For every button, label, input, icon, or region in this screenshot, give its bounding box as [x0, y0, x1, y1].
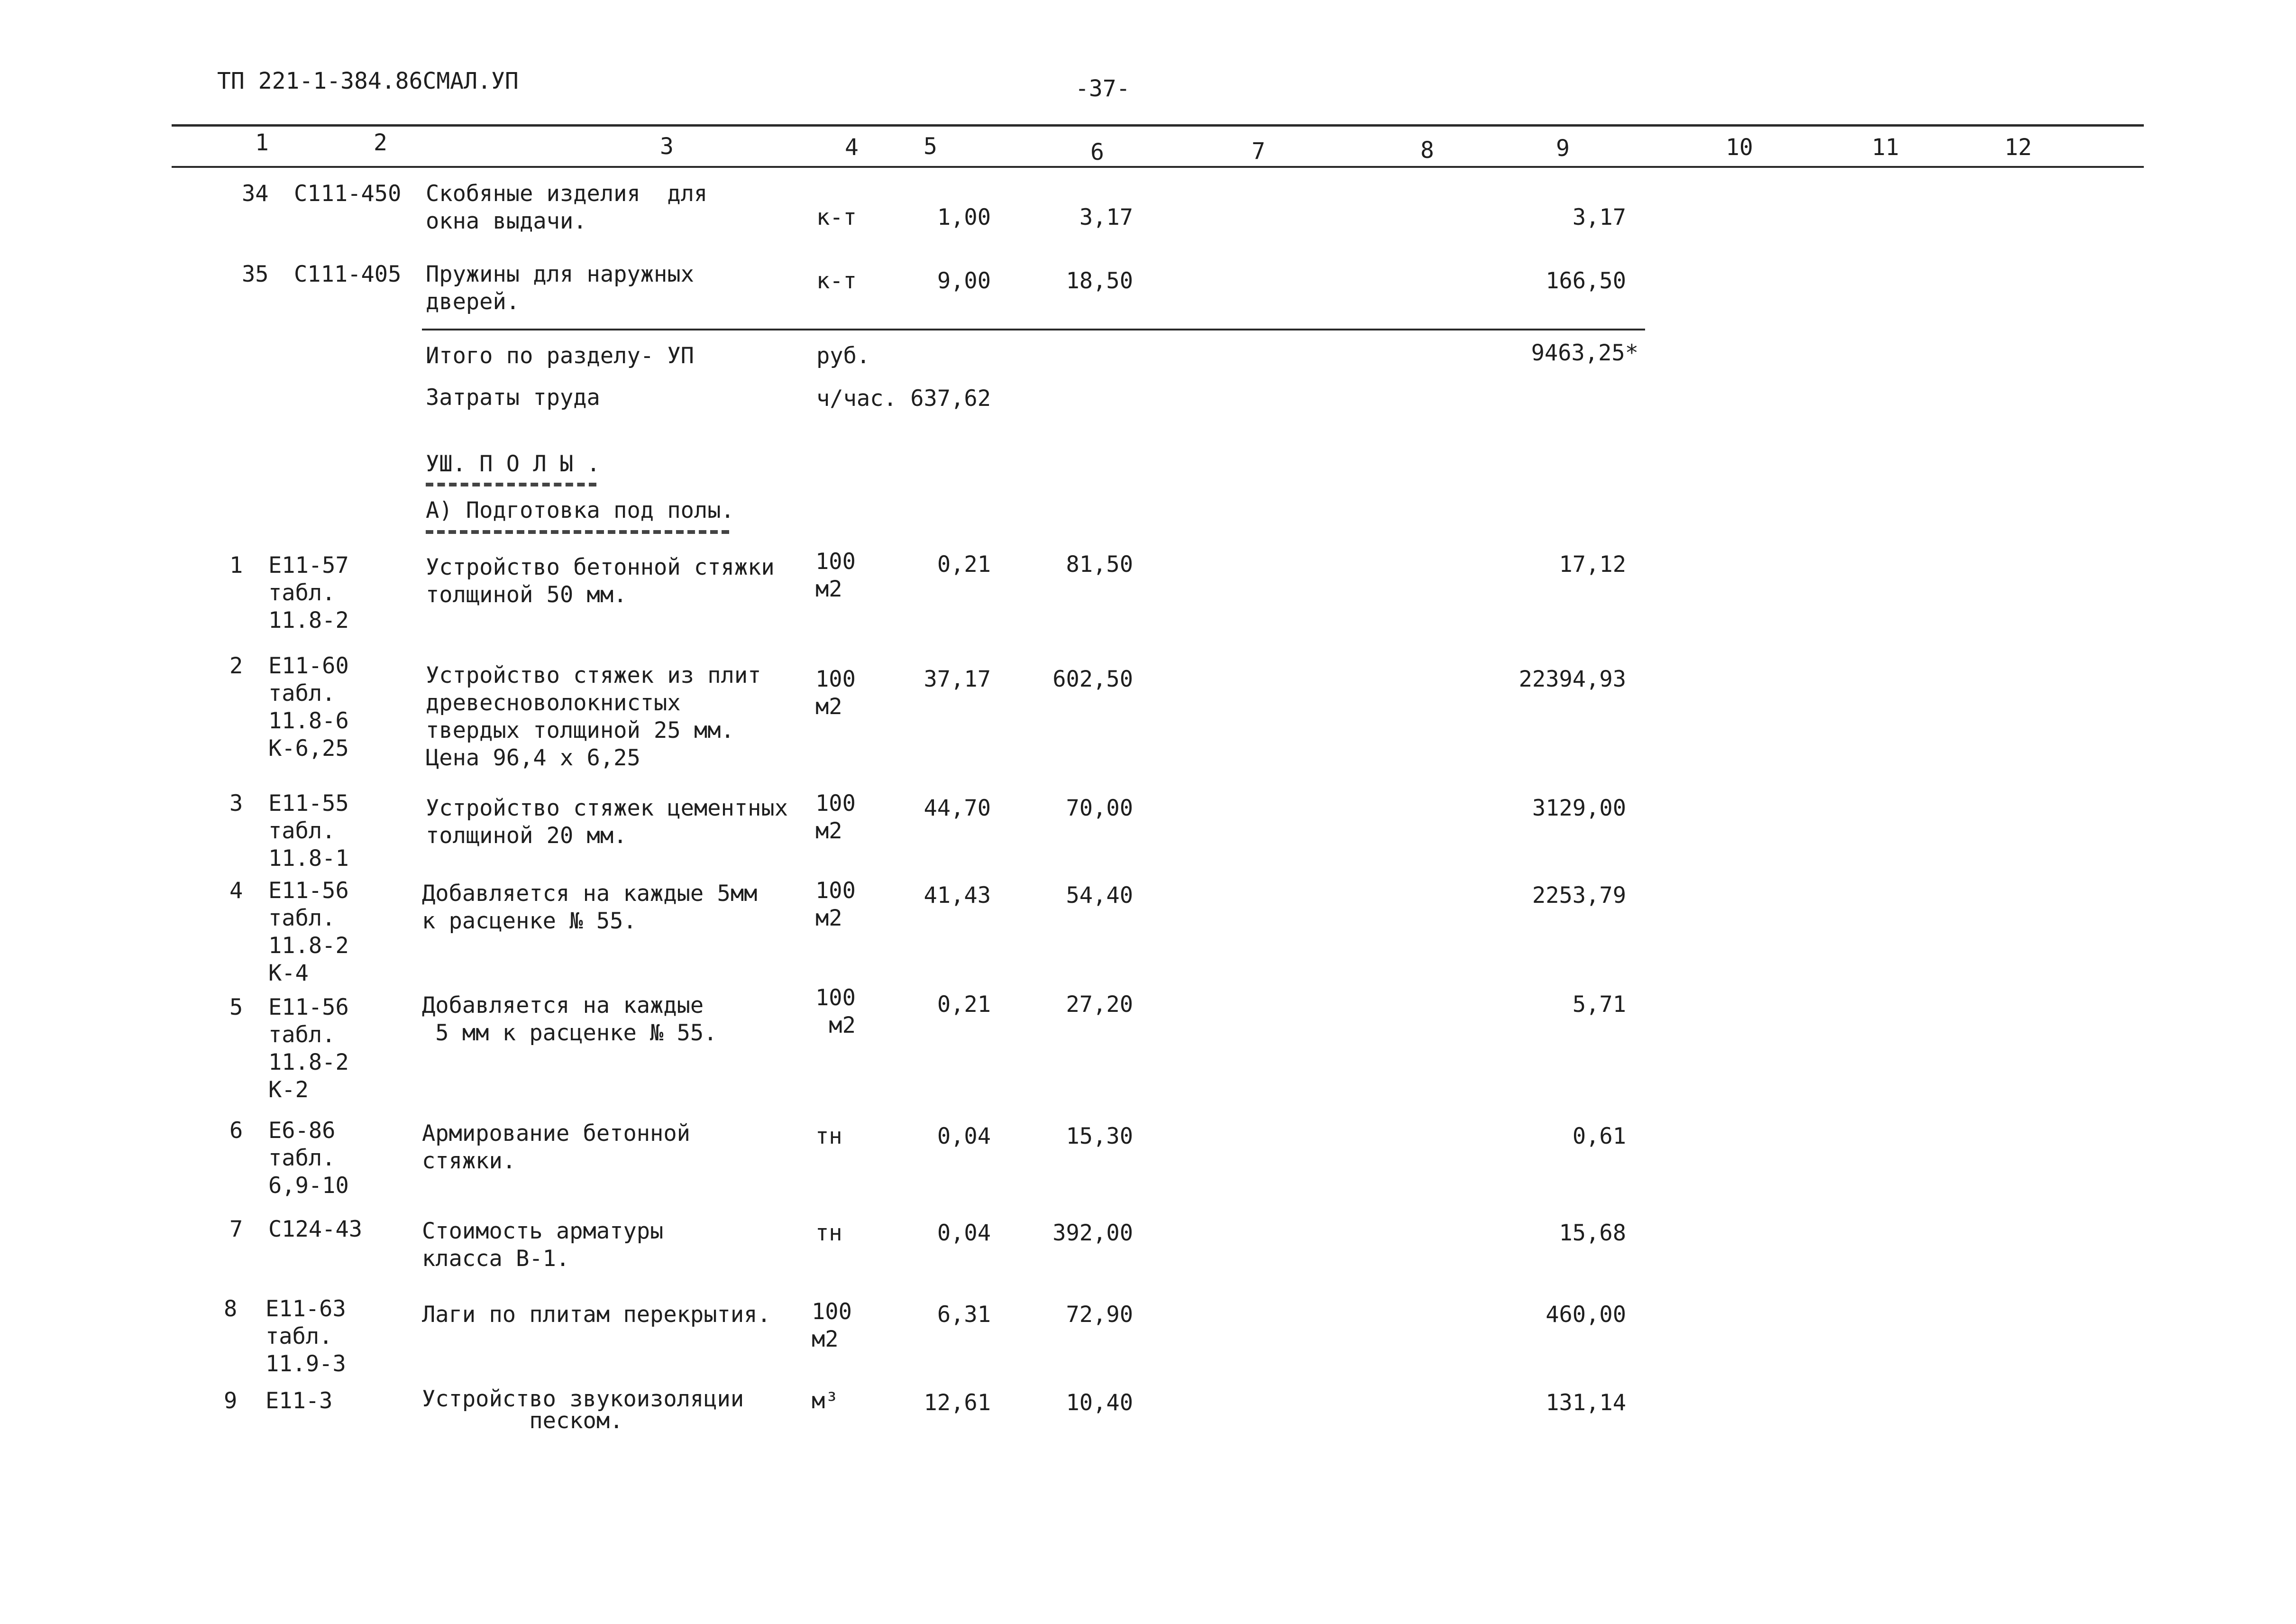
price-code: С124-43	[268, 1216, 363, 1242]
unit-price: 3,17	[1079, 204, 1133, 230]
work-description: Пружины для наружных дверей.	[426, 261, 694, 315]
total-cost: 17,12	[1559, 551, 1626, 578]
total-cost: 460,00	[1546, 1302, 1626, 1328]
column-header-8: 8	[1420, 137, 1434, 164]
section-subtitle: А) Подготовка под полы.	[426, 497, 734, 523]
unit-price: 392,00	[1052, 1220, 1133, 1246]
column-header-6: 6	[1090, 139, 1104, 165]
unit-price: 70,00	[1066, 795, 1133, 821]
work-description: Устройство стяжек из плит древесноволокнистых твердых толщиной 25 мм. Цена 96,4 х 6,25	[426, 662, 761, 771]
labor-cost-value: 637,62	[910, 385, 991, 412]
row-number: 34	[242, 181, 269, 207]
unit: 100 м2	[815, 985, 856, 1038]
total-cost: 5,71	[1572, 991, 1626, 1018]
row-number: 5	[229, 994, 243, 1020]
quantity: 6,31	[937, 1302, 991, 1328]
total-cost: 131,14	[1546, 1390, 1626, 1416]
section-subtitle-underline	[426, 530, 729, 534]
price-code: Е11-56 табл. 11.8-2 К-2	[268, 994, 349, 1103]
section-total-label: Итого по разделу- УП	[426, 343, 694, 369]
row-number: 1	[229, 552, 243, 578]
work-description: Добавляется на каждые 5мм к расценке № 55.	[422, 881, 758, 934]
table-top-rule	[172, 124, 2144, 127]
unit: тн	[815, 1123, 842, 1149]
work-description: Лаги по плитам перекрытия.	[422, 1302, 771, 1328]
unit: м³	[812, 1388, 839, 1414]
unit: 100 м2	[815, 878, 856, 931]
price-code: С111-450	[294, 181, 402, 207]
column-header-12: 12	[2004, 134, 2032, 161]
total-cost: 166,50	[1546, 268, 1626, 294]
total-cost: 2253,79	[1532, 882, 1626, 908]
section-title: УШ. П О Л Ы .	[426, 451, 600, 477]
page-number: -37-	[1075, 75, 1130, 102]
price-code: Е11-60 табл. 11.8-6 К-6,25	[268, 653, 349, 762]
unit-price: 81,50	[1066, 551, 1133, 578]
price-code: Е11-56 табл. 11.8-2 К-4	[268, 878, 349, 986]
row-number: 35	[242, 261, 269, 287]
work-description: Устройство стяжек цементных толщиной 20 мм.	[426, 795, 788, 849]
row-number: 7	[229, 1216, 243, 1242]
document-code: ТП 221-1-384.86СМАЛ.УП	[217, 68, 519, 94]
labor-cost-label: Затраты труда	[426, 385, 600, 411]
quantity: 41,43	[924, 882, 991, 908]
row-number: 3	[229, 790, 243, 817]
column-header-9: 9	[1556, 135, 1570, 162]
row-number: 2	[229, 653, 243, 679]
column-header-1: 1	[255, 129, 269, 156]
unit-price: 15,30	[1066, 1123, 1133, 1149]
work-description: Устройство звукоизоляции песком.	[422, 1386, 744, 1434]
unit-price: 72,90	[1066, 1302, 1133, 1328]
quantity: 0,21	[937, 551, 991, 578]
price-code: Е6-86 табл. 6,9-10	[268, 1118, 349, 1199]
column-header-5: 5	[924, 133, 937, 160]
table-header-rule	[172, 166, 2144, 168]
unit-price: 27,20	[1066, 991, 1133, 1018]
work-description: Устройство бетонной стяжки толщиной 50 мм.	[426, 554, 775, 608]
unit-price: 54,40	[1066, 882, 1133, 908]
row-number: 8	[224, 1296, 238, 1322]
quantity: 0,21	[937, 991, 991, 1018]
total-cost: 22394,93	[1518, 666, 1626, 692]
total-cost: 3,17	[1572, 204, 1626, 230]
work-description: Скобяные изделия для окна выдачи.	[426, 181, 708, 234]
section-title-underline	[426, 483, 596, 486]
subtotal-rule	[422, 329, 1645, 330]
quantity: 0,04	[937, 1123, 991, 1149]
quantity: 44,70	[924, 795, 991, 821]
unit-price: 18,50	[1066, 268, 1133, 294]
unit-price: 602,50	[1052, 666, 1133, 692]
unit: 100 м2	[815, 790, 856, 844]
quantity: 0,04	[937, 1220, 991, 1246]
unit: тн	[815, 1220, 842, 1246]
work-description: Стоимость арматуры класса В-1.	[422, 1218, 664, 1272]
row-number: 9	[224, 1388, 238, 1414]
total-cost: 3129,00	[1532, 795, 1626, 821]
quantity: 1,00	[937, 204, 991, 230]
unit: к-т	[816, 204, 857, 230]
total-cost: 0,61	[1572, 1123, 1626, 1149]
price-code: Е11-57 табл. 11.8-2	[268, 552, 349, 633]
quantity: 9,00	[937, 268, 991, 294]
price-code: Е11-55 табл. 11.8-1	[268, 790, 349, 872]
unit: 100 м2	[815, 666, 856, 720]
column-header-7: 7	[1252, 138, 1265, 165]
total-cost: 15,68	[1559, 1220, 1626, 1246]
row-number: 6	[229, 1118, 243, 1144]
section-total-value: 9463,25*	[1531, 340, 1638, 366]
price-code: Е11-63 табл. 11.9-3	[265, 1296, 346, 1377]
labor-cost-unit: ч/час.	[816, 385, 897, 412]
quantity: 12,61	[924, 1390, 991, 1416]
column-header-11: 11	[1872, 134, 1899, 161]
work-description: Добавляется на каждые 5 мм к расценке № 55.	[422, 992, 717, 1046]
column-header-10: 10	[1726, 134, 1753, 161]
unit: 100 м2	[815, 549, 856, 602]
row-number: 4	[229, 878, 243, 904]
unit: к-т	[816, 268, 857, 294]
price-code: Е11-3	[265, 1388, 333, 1414]
price-code: С111-405	[294, 261, 402, 287]
quantity: 37,17	[924, 666, 991, 692]
work-description: Армирование бетонной стяжки.	[422, 1120, 690, 1174]
column-header-4: 4	[845, 134, 859, 161]
column-header-3: 3	[660, 133, 674, 160]
section-total-unit: руб.	[816, 343, 870, 369]
unit: 100 м2	[812, 1299, 852, 1352]
unit-price: 10,40	[1066, 1390, 1133, 1416]
column-header-2: 2	[374, 129, 387, 156]
